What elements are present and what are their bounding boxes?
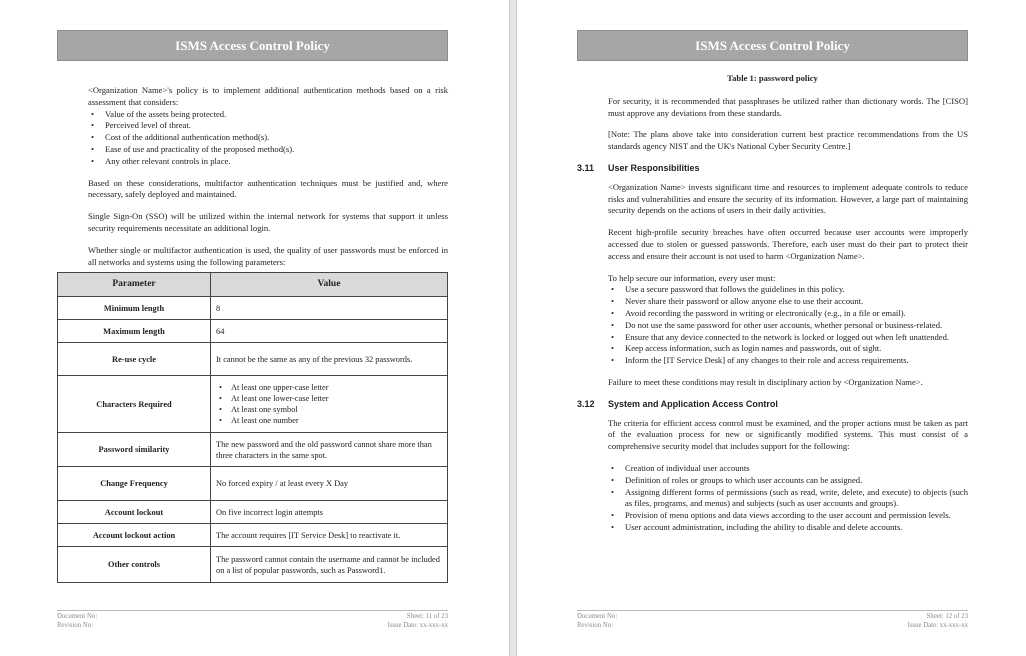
table-caption: Table 1: password policy: [727, 73, 818, 83]
value-cell: 64: [211, 320, 448, 343]
value-cell: It cannot be the same as any of the previous 32 passwords.: [211, 343, 448, 376]
access-control-list: [608, 463, 968, 534]
password-quality-paragraph: Whether single or multifactor authentication is used, the quality of user passwords must be enforced in all networks and systems using the following parameters:: [88, 244, 448, 267]
footer-left: [57, 612, 97, 630]
user-responsibilities-list: [608, 284, 968, 367]
table-row: [58, 297, 448, 320]
page-footer: [577, 610, 968, 629]
table-header-row: [58, 273, 448, 297]
table-row: [58, 376, 448, 433]
list-item: • Provision of menu options and data views according to the user account and permission levels.: [608, 510, 968, 522]
parameter-cell: Account lockout: [58, 501, 211, 524]
value-cell: No forced expiry / at least every X Day: [211, 467, 448, 501]
column-header-parameter: Parameter: [58, 273, 211, 297]
parameter-cell: Re-use cycle: [58, 343, 211, 376]
section-number: 3.12: [577, 398, 595, 409]
list-item: • Definition of roles or groups to which user accounts can be assigned.: [608, 475, 968, 487]
list-item: • Any other relevant controls in place.: [88, 156, 448, 168]
list-item: • Assigning different forms of permissions (such as read, write, delete, and execute) to objects (such as files, programs, and menus) and subjects (such as user accounts and groups).: [608, 487, 968, 511]
sheet-number: Sheet: 12 of 23: [926, 613, 968, 620]
list-item: • At least one number: [216, 415, 442, 426]
page-header-title: ISMS Access Control Policy: [57, 30, 448, 61]
parameter-cell: Other controls: [58, 547, 211, 583]
footer-right: [908, 612, 968, 630]
section-title: System and Application Access Control: [608, 398, 778, 409]
column-header-value: Value: [211, 273, 448, 297]
issue-date: Issue Date: xx-xxx-xx: [387, 622, 448, 629]
sheet-number: Sheet: 11 of 23: [406, 613, 448, 620]
value-cell: On five incorrect login attempts: [211, 501, 448, 524]
table-row: [58, 524, 448, 547]
page-right: [516, 0, 1026, 656]
list-item: • User account administration, including the ability to disable and delete accounts.: [608, 522, 968, 534]
parameter-cell: Password similarity: [58, 433, 211, 467]
value-cell: The account requires [IT Service Desk] to reactivate it.: [211, 524, 448, 547]
note-paragraph: [Note: The plans above take into consideration current best practice recommendations from the US standards agency NIST and the UK's National Cyber Security Centre.]: [608, 129, 968, 152]
page-footer: [57, 610, 448, 629]
list-item: • Creation of individual user accounts: [608, 463, 968, 475]
list-item: • At least one symbol: [216, 404, 442, 415]
revision-number-label: Revision No:: [57, 622, 94, 629]
section-number: 3.11: [577, 162, 595, 173]
breaches-paragraph: Recent high-profile security breaches have often occurred because user accounts were improperly accessed due to stolen or guessed passwords. Therefore, each user must do their part to protect their access and ensure their account is not used to harm <Organization Name>.: [608, 227, 968, 261]
list-item: • Ensure that any device connected to the network is locked or logged out when left unattended.: [608, 332, 968, 344]
footer-right: [388, 612, 448, 630]
section-heading-3-12: [577, 399, 968, 411]
value-cell: The new password and the old password cannot share more than three characters in the same spot.: [211, 433, 448, 467]
revision-number-label: Revision No:: [577, 622, 614, 629]
document-number-label: Document No:: [577, 613, 618, 620]
risk-factor-list: [88, 109, 448, 168]
section-title: User Responsibilities: [608, 162, 700, 173]
section-heading-3-11: [577, 163, 968, 175]
page-left: [0, 0, 510, 656]
list-item: • Cost of the additional authentication method(s).: [88, 132, 448, 144]
value-cell: 8: [211, 297, 448, 320]
table-row: [58, 343, 448, 376]
intro-paragraph: <Organization Name>'s policy is to implement additional authentication methods based on a risk assessment that considers:: [88, 85, 448, 107]
footer-left: [577, 612, 617, 630]
document-number-label: Document No:: [57, 613, 98, 620]
list-item: • Keep access information, such as login names and passwords, out of sight.: [608, 343, 968, 355]
table-row: [58, 501, 448, 524]
list-item: • At least one upper-case letter: [216, 382, 442, 393]
list-item: • Do not use the same password for other user accounts, whether personal or business-related.: [608, 320, 968, 332]
right-body: [577, 73, 968, 534]
list-item: • At least one lower-case letter: [216, 393, 442, 404]
table-row: [58, 547, 448, 583]
user-must-paragraph: To help secure our information, every user must:: [608, 272, 776, 283]
page-header-title: ISMS Access Control Policy: [577, 30, 968, 61]
list-item: • Never share their password or allow anyone else to use their account.: [608, 296, 968, 308]
value-cell: The password cannot contain the username and cannot be included on a list of popular passwords, such as Password1.: [211, 547, 448, 583]
list-item: • Use a secure password that follows the guidelines in this policy.: [608, 284, 968, 296]
list-item: • Value of the assets being protected.: [88, 109, 448, 121]
sso-paragraph: Single Sign-On (SSO) will be utilized within the internal network for systems that support it unless security requirements necessitate an additional login.: [88, 211, 448, 233]
table-row: [58, 467, 448, 501]
criteria-paragraph: The criteria for efficient access control must be examined, and the proper actions must be taken as part of the evaluation process for new or significantly modified systems. This must consist of a comprehensive security model that includes support for the following:: [608, 417, 968, 452]
failure-paragraph: Failure to meet these conditions may result in disciplinary action by <Organization Name>.: [608, 376, 923, 387]
table-row: [58, 320, 448, 343]
list-item: • Ease of use and practicality of the proposed method(s).: [88, 144, 448, 156]
password-policy-table: [57, 272, 448, 583]
issue-date: Issue Date: xx-xxx-xx: [907, 622, 968, 629]
value-cell: [211, 376, 448, 433]
left-body: [88, 85, 448, 278]
passphrase-paragraph: For security, it is recommended that passphrases be utilized rather than dictionary words. The [CISO] must approve any deviations from these standards.: [608, 95, 968, 118]
parameter-cell: Change Frequency: [58, 467, 211, 501]
mfa-paragraph: Based on these considerations, multifactor authentication techniques must be justified and, where necessary, safely deployed and maintained.: [88, 177, 448, 200]
parameter-cell: Account lockout action: [58, 524, 211, 547]
parameter-cell: Characters Required: [58, 376, 211, 433]
parameter-cell: Minimum length: [58, 297, 211, 320]
list-item: • Inform the [IT Service Desk] of any changes to their role and access requirements.: [608, 355, 968, 367]
user-resp-paragraph: <Organization Name> invests significant time and resources to implement adequate controls to reduce risks and vulnerabilities and ensure the security of its information. However, a large part of maintaining security depends on the actions of users in their daily activities.: [608, 181, 968, 216]
list-item: • Avoid recording the password in writing or electronically (e.g., in a file or email).: [608, 308, 968, 320]
characters-required-list: [216, 382, 442, 426]
list-item: • Perceived level of threat.: [88, 120, 448, 132]
parameter-cell: Maximum length: [58, 320, 211, 343]
table-row: [58, 433, 448, 467]
